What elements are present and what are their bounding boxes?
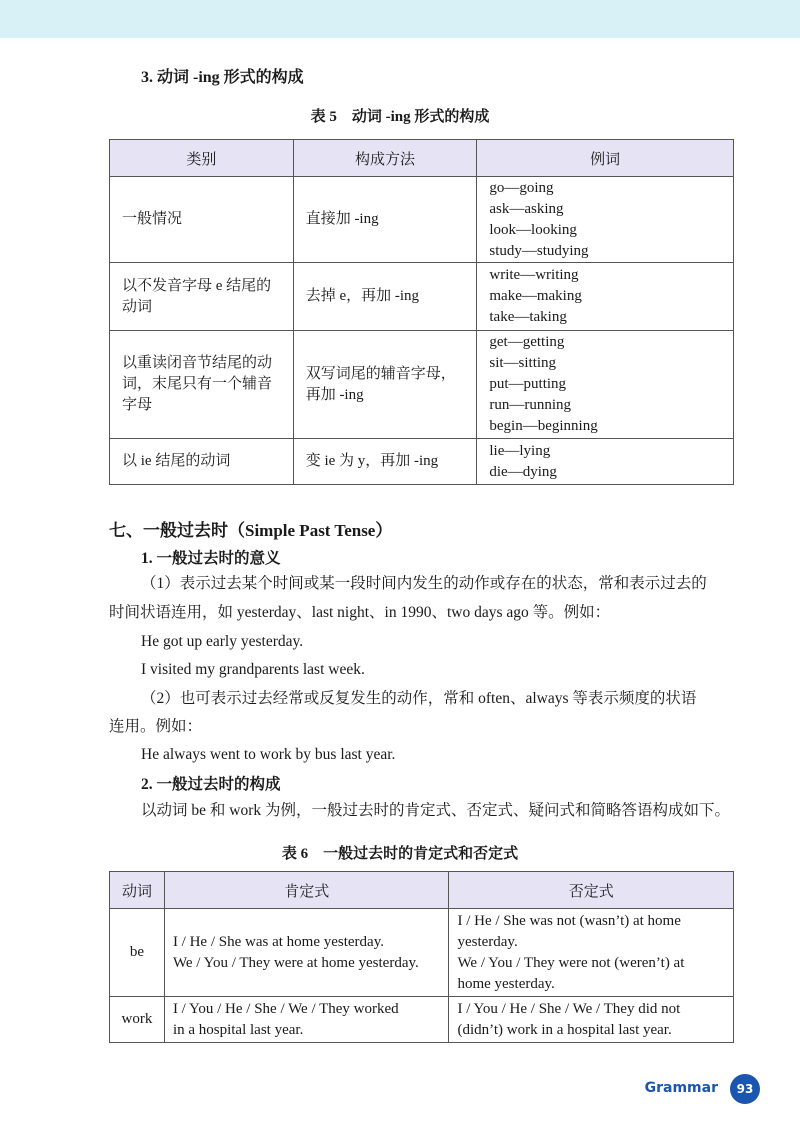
table-header-cell: 否定式	[449, 872, 734, 909]
paragraph-line: 以动词 be 和 work 为例，一般过去时的肯定式、否定式、疑问式和简略答语构成如下。	[141, 802, 730, 819]
example-sentence: I visited my grandparents last week.	[141, 661, 365, 678]
paragraph-line: 时间状语连用，如 yesterday、last night、in 1990、two days ago 等。例如：	[109, 604, 611, 621]
table-row	[110, 997, 734, 1043]
examples-cell: lie—lying die—dying	[477, 439, 734, 485]
table-row	[110, 263, 734, 331]
method-cell: 双写词尾的辅音字母， 再加 -ing	[293, 331, 477, 439]
page-number-badge: 93	[730, 1074, 760, 1104]
section-title-simple-past: 七、一般过去时（Simple Past Tense）	[109, 521, 393, 540]
table-header-row	[110, 872, 734, 909]
table-header-cell: 类别	[110, 140, 294, 177]
negative-cell: I / You / He / She / We / They did not (didn’t) work in a hospital last year.	[449, 997, 734, 1043]
table-row	[110, 909, 734, 997]
method-cell: 变 ie 为 y，再加 -ing	[293, 439, 477, 485]
subheading-meaning: 1. 一般过去时的意义	[141, 550, 281, 567]
examples-cell: go—going ask—asking look—looking study—studying	[477, 177, 734, 263]
examples-cell: write—writing make—making take—taking	[477, 263, 734, 331]
category-cell: 以重读闭音节结尾的动 词，末尾只有一个辅音 字母	[110, 331, 294, 439]
table5-ing-formation	[109, 139, 734, 485]
category-cell: 以不发音字母 e 结尾的 动词	[110, 263, 294, 331]
verb-cell: be	[110, 909, 165, 997]
table-header-cell: 动词	[110, 872, 165, 909]
footer-section-label: Grammar	[644, 1080, 718, 1096]
table6-caption: 表 6 一般过去时的肯定式和否定式	[281, 846, 519, 862]
top-header-band	[0, 0, 800, 38]
category-cell: 一般情况	[110, 177, 294, 263]
table-header-row	[110, 140, 734, 177]
paragraph-line: 连用。例如：	[109, 718, 203, 735]
negative-cell: I / He / She was not (wasn’t) at home yesterday. We / You / They were not (weren’t) at home yesterday.	[449, 909, 734, 997]
method-cell: 去掉 e，再加 -ing	[293, 263, 477, 331]
table-row	[110, 331, 734, 439]
table-row	[110, 177, 734, 263]
section-heading-ing-form: 3. 动词 -ing 形式的构成	[141, 69, 304, 86]
category-cell: 以 ie 结尾的动词	[110, 439, 294, 485]
paragraph-line: （1）表示过去某个时间或某一段时间内发生的动作或存在的状态，常和表示过去的	[141, 575, 707, 592]
affirmative-cell: I / You / He / She / We / They worked in a hospital last year.	[164, 997, 449, 1043]
verb-cell: work	[110, 997, 165, 1043]
example-sentence: He always went to work by bus last year.	[141, 746, 396, 763]
example-sentence: He got up early yesterday.	[141, 633, 304, 650]
table-header-cell: 构成方法	[293, 140, 477, 177]
examples-cell: get—getting sit—sitting put—putting run—running begin—beginning	[477, 331, 734, 439]
table6-simple-past-forms	[109, 871, 734, 1043]
paragraph-line: （2）也可表示过去经常或反复发生的动作，常和 often、always 等表示频度的状语	[141, 690, 697, 707]
subheading-formation: 2. 一般过去时的构成	[141, 776, 281, 793]
table-header-cell: 例词	[477, 140, 734, 177]
table5-caption: 表 5 动词 -ing 形式的构成	[310, 109, 490, 125]
table-row	[110, 439, 734, 485]
table-header-cell: 肯定式	[164, 872, 449, 909]
method-cell: 直接加 -ing	[293, 177, 477, 263]
affirmative-cell: I / He / She was at home yesterday. We / You / They were at home yesterday.	[164, 909, 449, 997]
